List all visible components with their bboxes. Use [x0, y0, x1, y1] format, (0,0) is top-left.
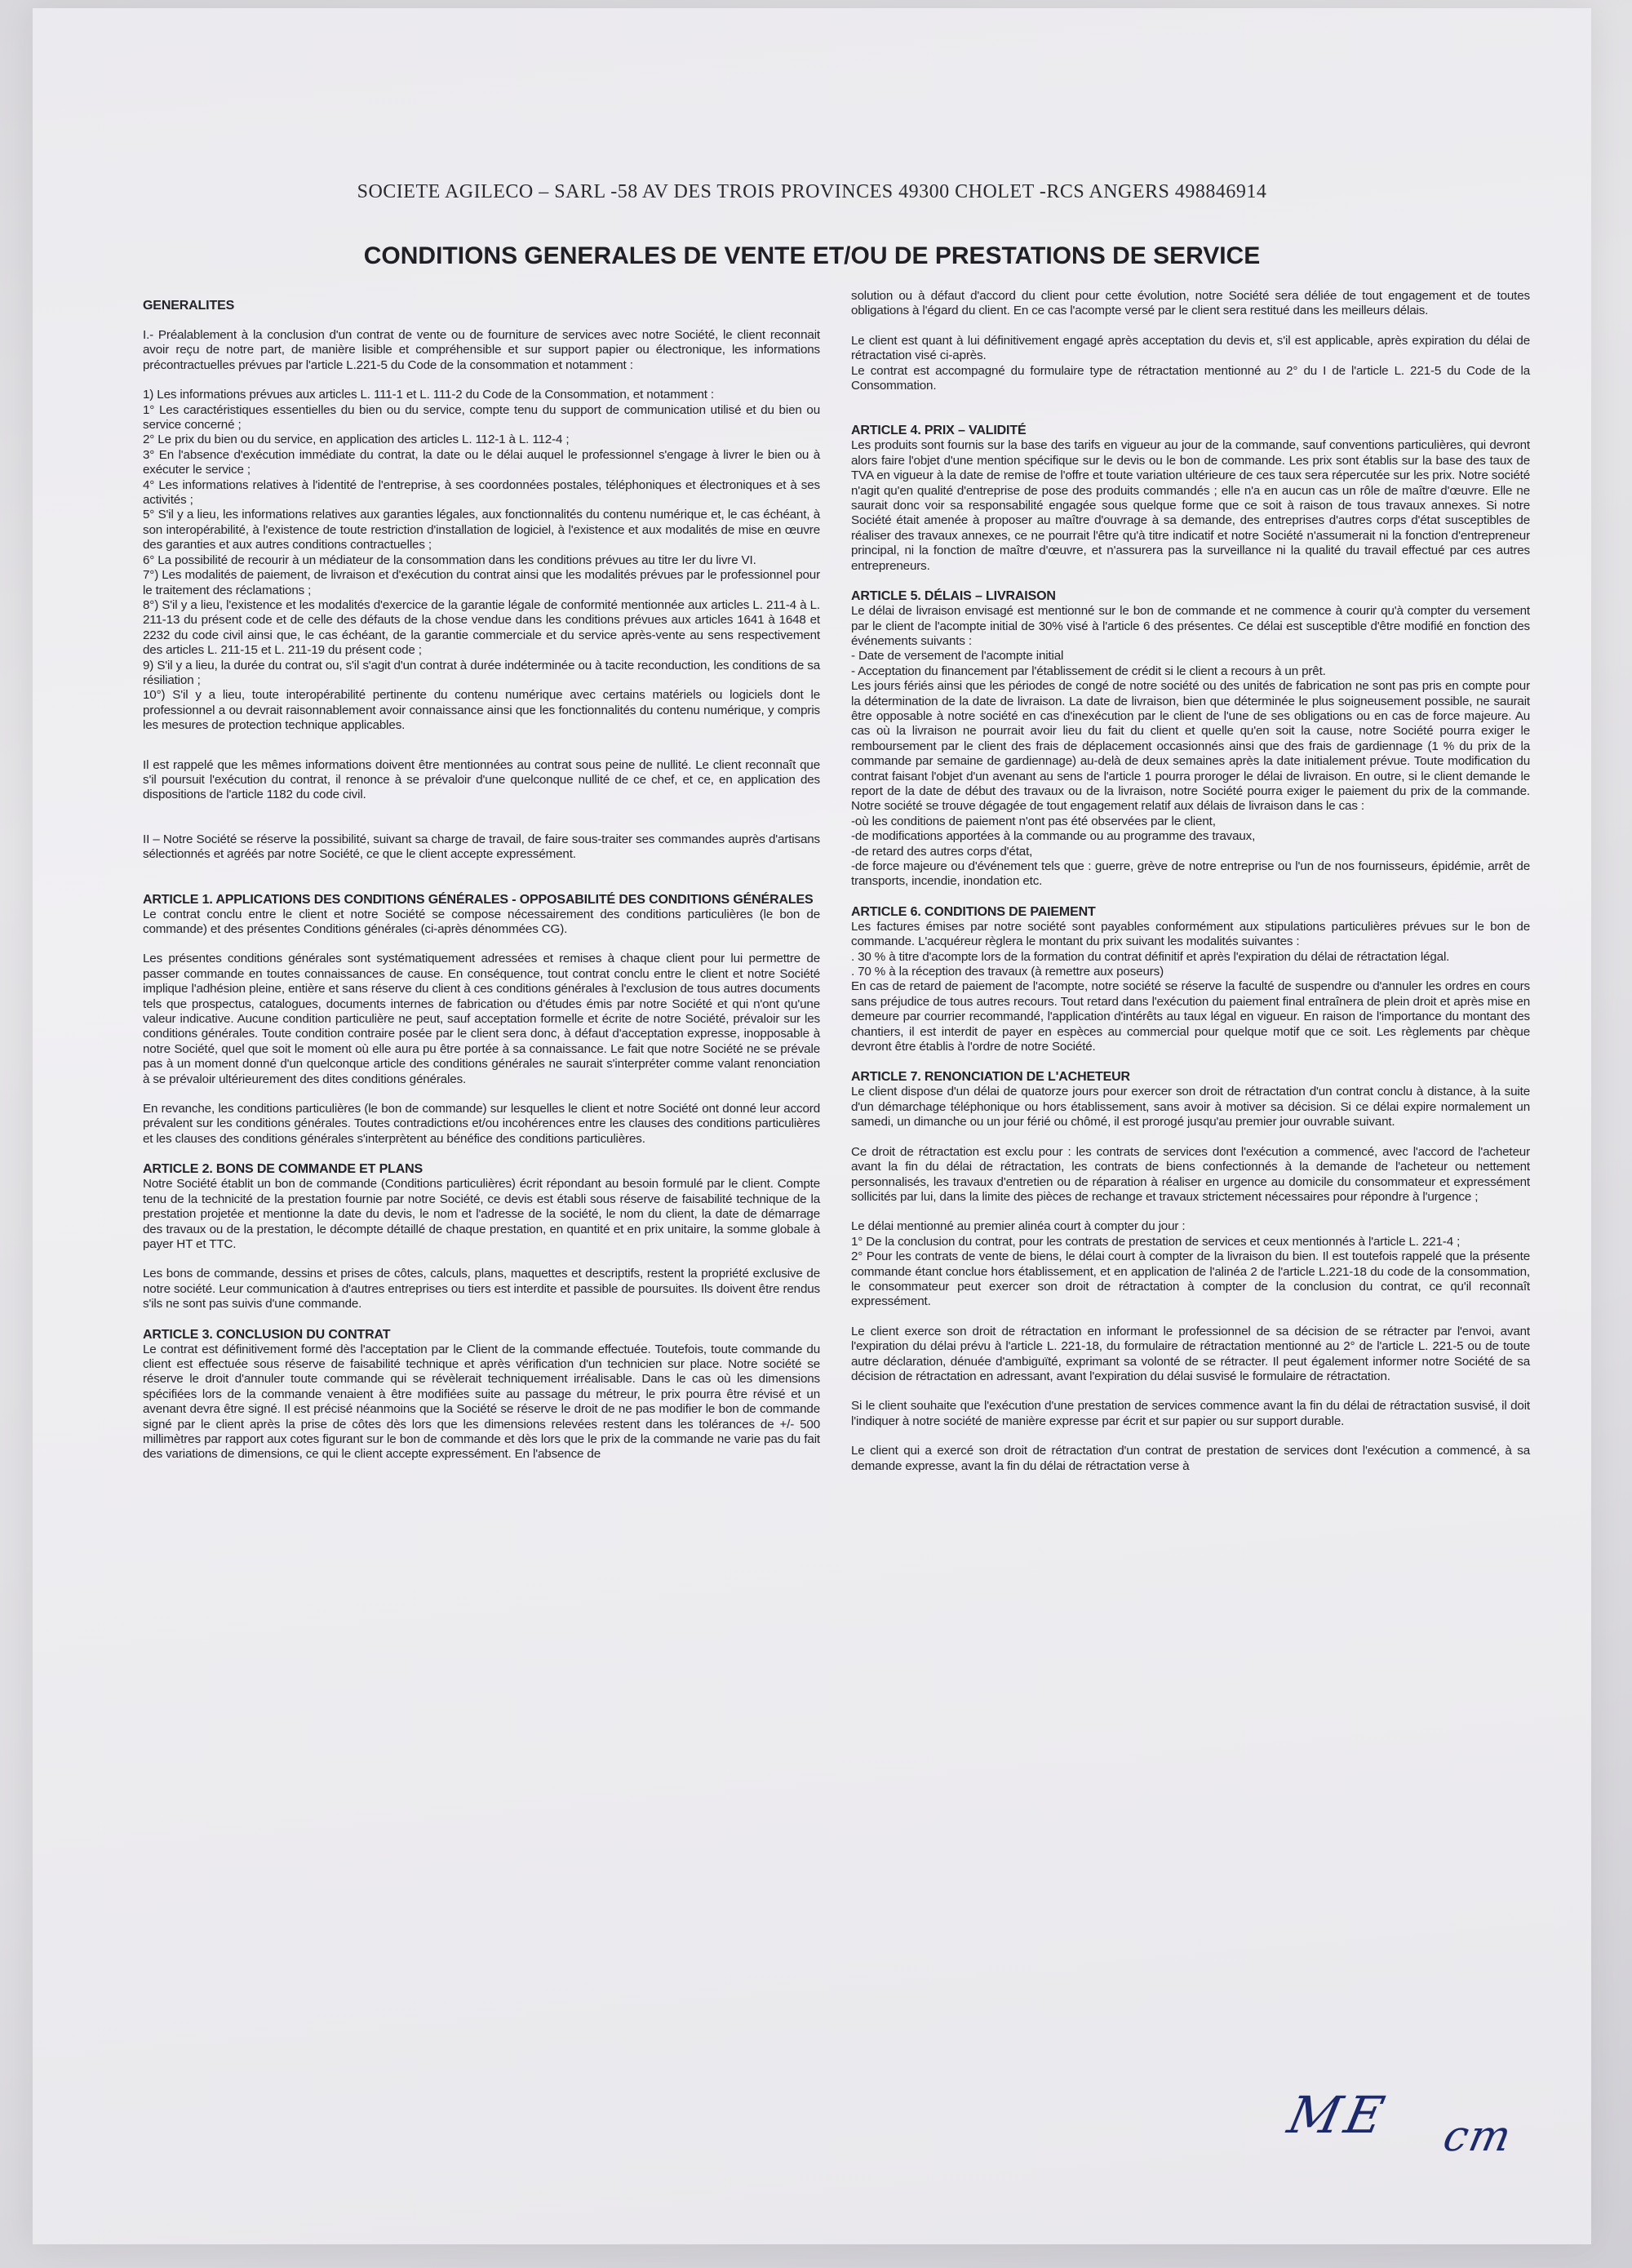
paragraph: Il est rappelé que les mêmes informations doivent être mentionnées au contrat sous peine de nullité. Le client reconnaît que s'il poursuit l'exécution du contrat, il renonce à se prévaloir d'une quelconque nullité de ce chef, et ce, en application des dispositions de l'article 1182 du code civil.	[143, 757, 820, 802]
list-item: 1° De la conclusion du contrat, pour les contrats de prestation de services et ceux mentionnés à l'article L. 221-4 ;	[851, 1234, 1461, 1249]
list-item: 1° Les caractéristiques essentielles du bien ou du service, compte tenu du support de communication utilisé et du bien ou service concerné ;	[143, 402, 820, 433]
paragraph: Si le client souhaite que l'exécution d'une prestation de services commence avant la fin du délai de rétractation susvisé, il doit l'indiquer à notre société de manière expresse par écrit et sur papier ou sur support durable.	[851, 1399, 1530, 1428]
document-page	[33, 8, 1591, 2244]
list-item: - Acceptation du financement par l'établissement de crédit si le client a recours à un prêt.	[851, 664, 1326, 678]
paragraph: Les produits sont fournis sur la base des tarifs en vigueur au jour de la commande, sauf conventions particulières, qui devront alors faire l'objet d'une mention spécifique sur le devis ou le bon de commande. Les prix sont établis sur la base des taux de TVA en vigueur à la date de remise de l'offre et toute variation ultérieure de ces taux sera répercutée sur les prix. Notre société n'agit qu'en qualité d'entreprise de pose des produits commandés ; elle n'a en aucun cas un rôle de maître d'œuvre. Elle ne saurait donc voir sa responsabilité engagée sous quelque forme que ce soit à raison de tous travaux annexes. Si notre Société était amenée à proposer au maître d'ouvrage à sa demande, des entreprises d'autres corps d'état susceptibles de réaliser des travaux annexes, ce ne pourrait l'être qu'à titre indicatif et notre Société n'assumerait ni la fonction d'entrepreneur principal, ni la fonction de maître d'œuvre, et n'assurera pas la surveillance ni la qualité du travail effectué par ces autres entrepreneurs.	[851, 438, 1530, 573]
paragraph: Les factures émises par notre société sont payables conformément aux stipulations particulières prévues sur le bon de commande. L'acquéreur règlera le montant du prix suivant les modalités suivantes :	[851, 919, 1530, 949]
list-item: 4° Les informations relatives à l'identité de l'entreprise, à ses coordonnées postales, téléphoniques et électroniques et à ses activités ;	[143, 477, 820, 508]
article-heading: ARTICLE 5. DÉLAIS – LIVRAISON	[851, 589, 1056, 604]
paragraph: En revanche, les conditions particulières (le bon de commande) sur lesquelles le client et notre Société ont donné leur accord prévalent sur les conditions générales. Toutes contradictions et/ou incohérences entre les clauses des conditions particulières et les clauses des conditions générales s'interprètent au bénéfice des conditions particulières.	[143, 1102, 820, 1146]
paragraph: I.- Préalablement à la conclusion d'un contrat de vente ou de fourniture de services avec notre Société, le client reconnait avoir reçu de notre part, de manière lisible et compréhensible et sur support papier ou électronique, les informations précontractuelles prévues par l'article L.221-5 du Code de la consommation et notamment :	[143, 328, 820, 372]
section-heading-generalites: GENERALITES	[143, 299, 235, 313]
paragraph: Le client est quant à lui définitivement engagé après acceptation du devis et, s'il est applicable, après expiration du délai de rétractation visé ci-après.	[851, 333, 1530, 363]
list-item: -où les conditions de paiement n'ont pas été observées par le client,	[851, 814, 1216, 828]
paragraph: Les présentes conditions générales sont systématiquement adressées et remises à chaque client pour lui permettre de passer commande en toutes connaissances de cause. En conséquence, tout contrat conclu entre le client et notre Société implique l'adhésion pleine, entière et sans réserve du client à ces conditions générales à l'exclusion de tous autres documents tels que prospectus, catalogues, documents internes de fabrication ou d'études émis par notre Société et qui n'ont qu'une valeur indicative. Aucune condition particulière ne peut, sauf acceptation formelle et écrite de notre Société, prévaloir sur les conditions générales. Toute condition contraire posée par le client sera donc, à défaut d'acceptation expresse, inopposable à notre Société, quel que soit le moment où elle aura pu être portée à sa connaissance. Le fait que notre Société ne se prévale pas à un moment donné d'un quelconque article des conditions générales ne saurait s'interpréter comme valant renonciation à se prévaloir ultérieurement des dites conditions générales.	[143, 952, 820, 1086]
paragraph: En cas de retard de paiement de l'acompte, notre société se réserve la faculté de suspendre ou d'annuler les ordres en cours sans préjudice de tous autres recours. Tout retard dans l'exécution du paiement final entraînera de plein droit et après mise en demeure par courrier recommandé, l'application d'intérêts au taux légal en vigueur. En raison de l'importance du montant des chantiers, il est interdit de payer en espèces au commercial pour quelque motif que ce soit. Les règlements par chèque devront être établis à l'ordre de notre Société.	[851, 979, 1530, 1054]
list-item: 2° Pour les contrats de vente de biens, le délai court à compter de la livraison du bien. Il est toutefois rappelé que la présente commande étant conclue hors établissement, et en application de l'alinéa 2 de l'article L.221-18 du code de la consommation, le consommateur peut exercer son droit de rétractation à compter de la conclusion du contrat, ce qu'il reconnaît expressément.	[851, 1249, 1530, 1309]
paragraph: Ce droit de rétractation est exclu pour : les contrats de services dont l'exécution a commencé, avec l'accord de l'acheteur avant la fin du délai de rétractation, les contrats de biens confectionnés à la demande de l'acheteur ou nettement personnalisés, les travaux d'entretien ou de réparation à réaliser en urgence au domicile du consommateur et expressément sollicités par lui, dans la limite des pièces de rechange et travaux strictement nécessaires pour répondre à l'urgence ;	[851, 1144, 1530, 1204]
list-item: -de force majeure ou d'événement tels que : guerre, grève de notre entreprise ou l'un de nos fournisseurs, épidémie, arrêt de transports, incendie, inondation etc.	[851, 859, 1530, 889]
list-item: -de retard des autres corps d'état,	[851, 844, 1033, 859]
handwritten-initials-second: cm	[1439, 2112, 1517, 2161]
paragraph: solution ou à défaut d'accord du client pour cette évolution, notre Société sera déliée de tout engagement et de toutes obligations à l'égard du client. En ce cas l'acompte versé par le client sera restitué dans les meilleurs délais.	[851, 289, 1530, 318]
list-item: 1) Les informations prévues aux articles L. 111-1 et L. 111-2 du Code de la Consommation, et notamment :	[143, 388, 714, 402]
list-item: 10°) S'il y a lieu, toute interopérabilité pertinente du contenu numérique avec certains matériels ou logiciels dont le professionnel a ou devrait raisonnablement avoir connaissance ainsi que les fonctionnalités du contenu numérique, y compris les mesures de protection technique applicables.	[143, 688, 820, 733]
list-item: . 30 % à titre d'acompte lors de la formation du contrat définitif et après l'expiration du délai de rétractation légal.	[851, 949, 1450, 964]
list-item: 9) S'il y a lieu, la durée du contrat ou, s'il s'agit d'un contrat à durée indéterminée ou à tacite reconduction, les conditions de sa résiliation ;	[143, 658, 820, 687]
list-item: 2° Le prix du bien ou du service, en application des articles L. 112-1 à L. 112-4 ;	[143, 433, 570, 447]
article-heading: ARTICLE 4. PRIX – VALIDITÉ	[851, 424, 1027, 438]
paragraph: Les jours fériés ainsi que les périodes de congé de notre société ou des unités de fabrication ne sont pas pris en compte pour la détermination de la date de livraison. La date de livraison, bien que déterminée le plus soigneusement possible, ne saurait être opposable à notre société en cas d'inexécution par le client de l'une de ses obligations ou en cas de force majeure. Au cas où la livraison ne pourrait avoir lieu du fait du client et quelle qu'en soit la cause, notre Société pourra exiger le remboursement par le client des frais de déplacement occasionnés ainsi que des frais de gardiennage (1 % du prix de la commande par semaine de gardiennage) au-delà de deux semaines après la date initialement prévue. Toute modification du contrat faisant l'objet d'un avenant au sens de l'article 1 pourra proroger le délai de livraison. En outre, si le client demande le report de la date de début des travaux ou de la livraison, notre Société pourra exiger le paiement du prix de la commande. Notre société se trouve dégagée de tout engagement relatif aux délais de livraison dans le cas :	[851, 679, 1530, 814]
list-item: 8°) S'il y a lieu, l'existence et les modalités d'exercice de la garantie légale de conformité mentionnée aux articles L. 211-4 à L. 211-13 du présent code et de celle des défauts de la chose vendue dans les conditions prévues aux articles 1641 à 1648 et 2232 du code civil ainsi que, le cas échéant, de la garantie commerciale et du service après-vente au sens respectivement des articles L. 211-15 et L. 211-19 du présent code ;	[143, 597, 820, 658]
handwritten-initials-first: ME	[1283, 2085, 1395, 2145]
article-heading: ARTICLE 7. RENONCIATION DE L'ACHETEUR	[851, 1070, 1130, 1085]
list-item: Le délai mentionné au premier alinéa court à compter du jour :	[851, 1219, 1186, 1234]
list-item: - Date de versement de l'acompte initial	[851, 649, 1064, 664]
article-heading: ARTICLE 3. CONCLUSION DU CONTRAT	[143, 1327, 391, 1342]
list-item: 6° La possibilité de recourir à un médiateur de la consommation dans les conditions prévues au titre Ier du livre VI.	[143, 553, 756, 567]
list-item: 5° S'il y a lieu, les informations relatives aux garanties légales, aux fonctionnalités du contenu numérique et, le cas échéant, à son interopérabilité, à l'existence de toute restriction d'installation de logiciel, à l'existence et aux modalités de mise en œuvre des garanties et aux autres conditions contractuelles ;	[143, 508, 820, 553]
paragraph: Le client exerce son droit de rétractation en informant le professionnel de sa décision de se rétracter par l'envoi, avant l'expiration du délai prévu à l'article L. 221-18, du formulaire de rétractation mentionné au 2° de l'article L. 221-5 ou de toute autre déclaration, dénuée d'ambiguïté, exprimant sa volonté de se rétracter. Il peut également informer notre Société de sa décision de rétractation en adressant, avant l'expiration du délai susvisé le formulaire de rétractation.	[851, 1324, 1530, 1383]
paragraph: Les bons de commande, dessins et prises de côtes, calculs, plans, maquettes et descriptifs, restent la propriété exclusive de notre société. Leur communication à d'autres entreprises ou tiers est interdite et passible de poursuites. Ils doivent être rendus s'ils ne sont pas suivis d'une commande.	[143, 1267, 820, 1312]
paragraph: Le délai de livraison envisagé est mentionné sur le bon de commande et ne commence à courir qu'à compter du versement par le client de l'acompte initial de 30% visé à l'article 6 des présentes. Ce délai est susceptible d'être modifié en fonction des événements suivants :	[851, 604, 1530, 648]
list-item: 7°) Les modalités de paiement, de livraison et d'exécution du contrat ainsi que les modalités prévues par le professionnel pour le traitement des réclamations ;	[143, 568, 820, 597]
company-header: SOCIETE AGILECO – SARL -58 AV DES TROIS PROVINCES 49300 CHOLET -RCS ANGERS 498846914	[357, 181, 1267, 202]
right-column	[851, 289, 1530, 1489]
paragraph: Notre Société établit un bon de commande (Conditions particulières) écrit répondant au besoin formulé par le client. Compte tenu de la technicité de la prestation fournie par notre Société, ce devis est établi sous réserve de faisabilité technique de la prestation projetée et mentionne la date du devis, le nom et l'adresse de la société, le nom du client, la date de démarrage des travaux ou de la prestation, le décompte détaillé de chaque prestation, en quantité et en prix unitaire, la somme globale à payer HT et TTC.	[143, 1177, 820, 1251]
left-column	[143, 298, 820, 1477]
document-title: CONDITIONS GENERALES DE VENTE ET/OU DE PRESTATIONS DE SERVICE	[363, 242, 1261, 269]
list-item: . 70 % à la réception des travaux (à remettre aux poseurs)	[851, 965, 1164, 979]
article-heading: ARTICLE 6. CONDITIONS DE PAIEMENT	[851, 904, 1096, 919]
list-item: -de modifications apportées à la commande ou au programme des travaux,	[851, 829, 1256, 844]
paragraph: Le client qui a exercé son droit de rétractation d'un contrat de prestation de services dont l'exécution a commencé, à sa demande expresse, avant la fin du délai de rétractation verse à	[851, 1444, 1530, 1473]
article-heading: ARTICLE 1. APPLICATIONS DES CONDITIONS GÉNÉRALES - OPPOSABILITÉ DES CONDITIONS GÉNÉRALES	[143, 892, 814, 907]
paragraph: II – Notre Société se réserve la possibilité, suivant sa charge de travail, de faire sous-traiter ses commandes auprès d'artisans sélectionnés et agréés par notre Société, ce que le client accepte expressément.	[143, 832, 820, 862]
article-heading: ARTICLE 2. BONS DE COMMANDE ET PLANS	[143, 1162, 424, 1177]
paragraph: Le contrat est définitivement formé dès l'acceptation par le Client de la commande effectuée. Toutefois, toute commande du client est effectuée sous réserve de faisabilité technique et après vérification d'un technicien sur place. Notre société se réserve le droit d'annuler toute commande qui se révèlerait techniquement irréalisable. Dans le cas où les dimensions spécifiées lors de la commande venaient à être modifiées suite au passage du métreur, le prix pourra être révisé et un avenant devra être signé. Il est précisé néanmoins que la Société se réserve le droit de ne pas modifier le bon de commande signé par le client après la prise de côtes dès lors que les dimensions relevées restent dans les tolérances de +/- 500 millimètres par rapport aux cotes figurant sur le bon de commande et dès lors que le prix de la commande ne varie pas du fait des variations de dimensions, ce qui le client accepte expressément. En l'absence de	[143, 1342, 820, 1462]
paragraph: Le client dispose d'un délai de quatorze jours pour exercer son droit de rétractation d'un contrat conclu à distance, à la suite d'un démarchage téléphonique ou hors établissement, sans avoir à motiver sa décision. Si ce délai expire normalement un samedi, un dimanche ou un jour férié ou chômé, il est prorogé jusqu'au premier jour ouvrable suivant.	[851, 1085, 1530, 1130]
list-item: 3° En l'absence d'exécution immédiate du contrat, la date ou le délai auquel le professionnel s'engage à livrer le bien ou à exécuter le service ;	[143, 447, 820, 477]
paragraph: Le contrat est accompagné du formulaire type de rétractation mentionné au 2° du I de l'article L. 221-5 du Code de la Consommation.	[851, 363, 1530, 393]
paragraph: Le contrat conclu entre le client et notre Société se compose nécessairement des conditions particulières (le bon de commande) et des présentes Conditions générales (ci-après dénommées CG).	[143, 907, 820, 936]
